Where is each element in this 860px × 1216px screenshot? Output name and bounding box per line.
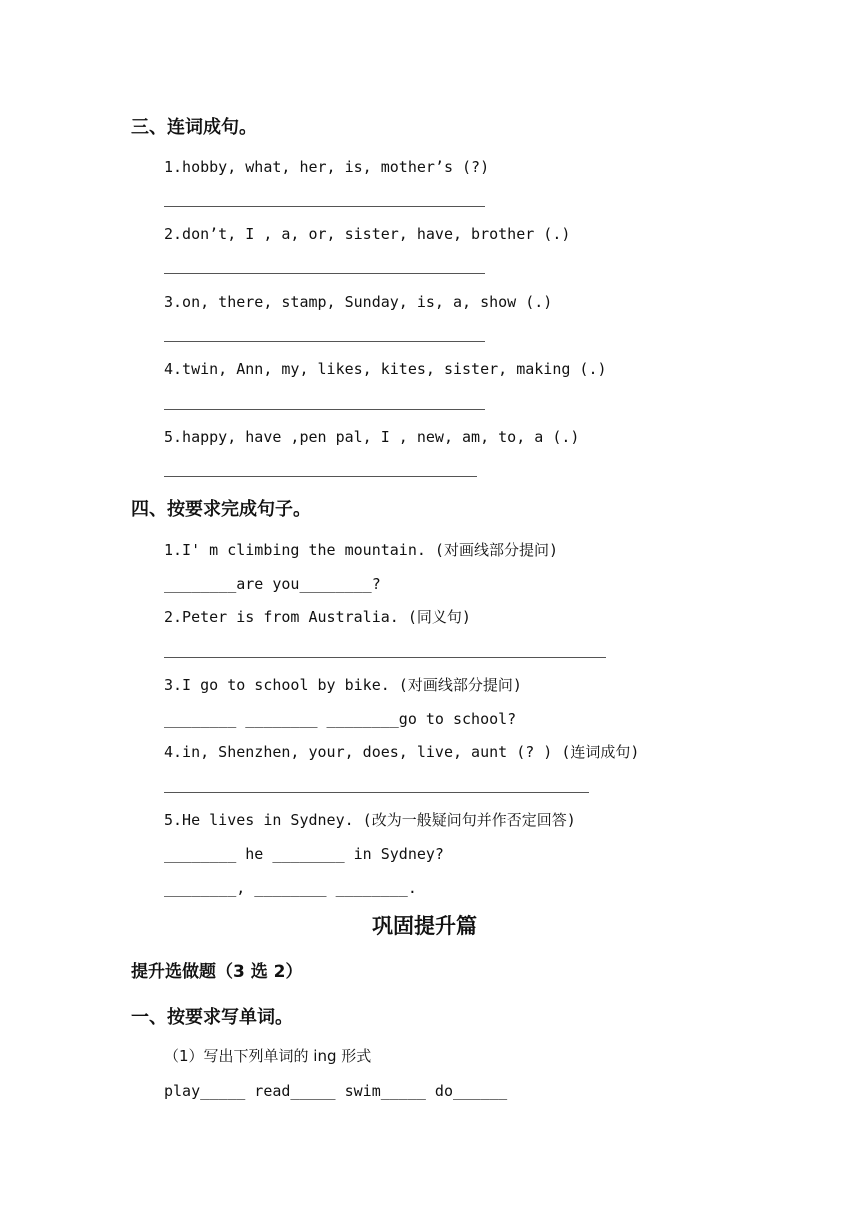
s3-question-2: 2.don’t, I , a, or, sister, have, brother (.) [164, 225, 571, 243]
s4-question-5: 5.He lives in Sydney. (改为一般疑问句并作否定回答) [164, 811, 576, 829]
s4-answer-5a: ________ he ________ in Sydney? [164, 845, 444, 863]
s4-question-1: 1.I' m climbing the mountain. (对画线部分提问) [164, 541, 558, 559]
s4-answer-3: ________ ________ ________go to school? [164, 710, 517, 728]
s3-question-3: 3.on, there, stamp, Sunday, is, a, show (.) [164, 293, 553, 311]
s3-answer-line-2 [164, 273, 485, 274]
optional-exercises-subtitle: 提升选做题（3 选 2） [131, 962, 303, 982]
s4-question-2: 2.Peter is from Australia. (同义句) [164, 608, 471, 626]
section-1-heading: 一、按要求写单词。 [131, 1007, 293, 1028]
s3-answer-line-5 [164, 476, 477, 477]
s4-question-3: 3.I go to school by bike. (对画线部分提问) [164, 676, 522, 694]
s3-question-5: 5.happy, have ,pen pal, I , new, am, to, a (.) [164, 428, 580, 446]
section-3-heading: 三、连词成句。 [131, 117, 257, 138]
s3-question-1: 1.hobby, what, her, is, mother’s (?) [164, 158, 490, 176]
s4-answer-5b: ________, ________ ________. [164, 879, 417, 897]
s4-answer-line-2 [164, 657, 606, 658]
ing-form-words: play_____ read_____ swim_____ do______ [164, 1082, 508, 1100]
s3-answer-line-3 [164, 341, 485, 342]
consolidation-title: 巩固提升篇 [372, 914, 477, 938]
s4-answer-1: ________are you________? [164, 575, 381, 593]
s3-answer-line-4 [164, 409, 485, 410]
s4-answer-line-4 [164, 792, 589, 793]
ing-form-instruction: （1）写出下列单词的 ing 形式 [164, 1047, 372, 1065]
section-4-heading: 四、按要求完成句子。 [131, 499, 311, 520]
s3-answer-line-1 [164, 206, 485, 207]
s3-question-4: 4.twin, Ann, my, likes, kites, sister, making (.) [164, 360, 607, 378]
s4-question-4: 4.in, Shenzhen, your, does, live, aunt (? ) (连词成句) [164, 743, 640, 761]
